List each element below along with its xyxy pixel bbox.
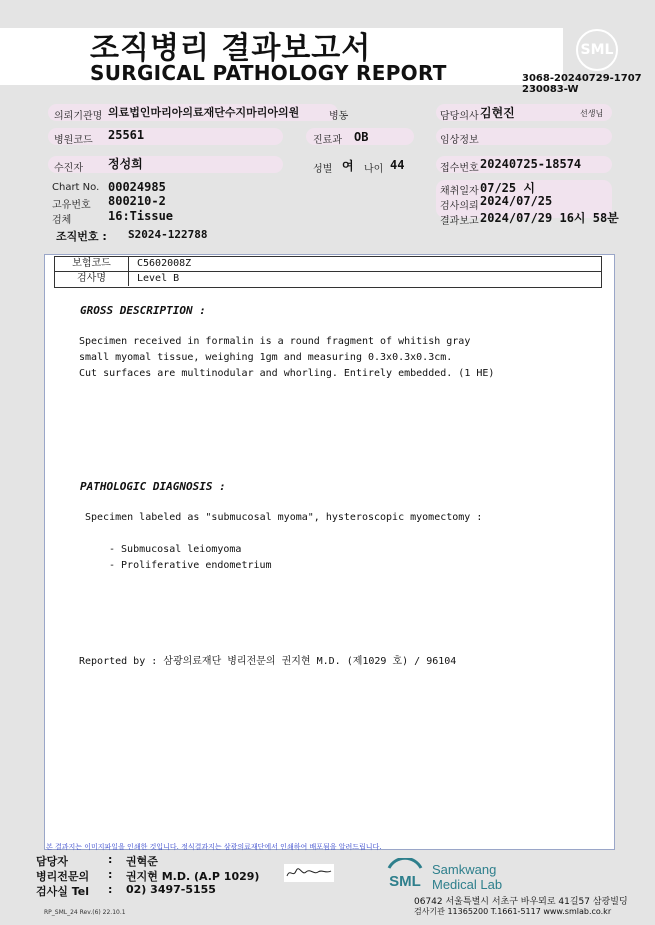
staff-label: 담당자 xyxy=(36,855,68,868)
hospital-code-value: 25561 xyxy=(108,128,145,142)
pathologic-diagnosis-title: PATHOLOGIC DIAGNOSIS : xyxy=(80,480,226,493)
tel-label: 검사실 Tel xyxy=(36,885,89,898)
lab-address: 06742 서울특별시 서초구 바우뫼로 41길57 삼광빌딩 xyxy=(414,897,628,907)
chart-value: 00024985 xyxy=(108,180,166,194)
specimen-value: 16:Tissue xyxy=(108,209,174,223)
report-id-line1: 3068-20240729-1707 xyxy=(522,73,642,84)
institution-label: 의뢰기관명 xyxy=(54,111,103,122)
table-row xyxy=(55,272,601,286)
gross-line-2: small myomal tissue, weighing 1gm and measuring 0.3x0.3x0.3cm. xyxy=(79,352,453,363)
receipt-value: 20240725-18574 xyxy=(480,157,582,171)
test-name-label: 검사명 xyxy=(55,272,129,286)
lab-contact: 검사기관 11365200 T.1661-5117 www.smlab.co.kr xyxy=(414,907,612,916)
table-row xyxy=(55,257,601,272)
title-english: SURGICAL PATHOLOGY REPORT xyxy=(90,61,447,85)
lab-name-1: Samkwang xyxy=(432,862,497,877)
insurance-code-value: C5602008Z xyxy=(137,258,192,269)
pathologist-value: 권지현 M.D. (A.P 1029) xyxy=(126,870,260,883)
test-table xyxy=(54,256,602,288)
gross-line-3: Cut surfaces are multinodular and whorling. Entirely embedded. (1 HE) xyxy=(79,368,495,379)
title-korean: 조직병리 결과보고서 xyxy=(90,31,372,66)
sex-label: 성별 xyxy=(313,164,333,175)
tissue-no-label: 조직번호 : xyxy=(56,230,107,243)
patient-label: 수진자 xyxy=(54,163,83,174)
id-label: 고유번호 xyxy=(52,200,91,211)
samkwang-logo-text: SML xyxy=(389,873,421,890)
clinical-label: 임상정보 xyxy=(440,135,479,146)
receipt-label: 접수번호 xyxy=(440,163,479,174)
tissue-no-value: S2024-122788 xyxy=(128,228,208,241)
doctor-suffix: 선생님 xyxy=(580,109,604,118)
request-value: 2024/07/25 xyxy=(480,194,553,208)
diagnosis-intro: Specimen labeled as "submucosal myoma", hysteroscopic myomectomy : xyxy=(85,512,483,523)
chart-label: Chart No. xyxy=(52,182,100,193)
insurance-code-label: 보험코드 xyxy=(55,257,129,271)
report-id-line2: 230083-W xyxy=(522,84,579,95)
diagnosis-item-1: - Submucosal leiomyoma xyxy=(109,544,242,555)
patient-value: 정성희 xyxy=(108,157,143,171)
pathologist-label: 병리전문의 xyxy=(36,870,90,883)
gross-description-title: GROSS DESCRIPTION : xyxy=(80,304,206,317)
reported-by: Reported by : 삼광의료재단 병리전문의 권지현 M.D. (제1029 호) / 96104 xyxy=(79,656,457,667)
collect-label: 채취일자 xyxy=(440,186,479,197)
dept-label: 진료과 xyxy=(313,135,342,146)
dept-value: OB xyxy=(354,130,369,144)
hospital-code-label: 병원코드 xyxy=(54,135,93,146)
id-value: 800210-2 xyxy=(108,194,166,208)
request-label: 검사의뢰 xyxy=(440,201,479,212)
pill-patient xyxy=(48,156,283,173)
age-value: 44 xyxy=(390,158,405,172)
staff-value: 권혁준 xyxy=(126,855,158,868)
form-code: RP_SML_24 Rev.(6) 22.10.1 xyxy=(44,909,126,916)
collect-value: 07/25 시 xyxy=(480,181,535,195)
samkwang-logo-icon xyxy=(385,858,425,892)
result-label: 결과보고 xyxy=(440,216,479,227)
gross-line-1: Specimen received in formalin is a round fragment of whitish gray xyxy=(79,336,471,347)
tel-value: 02) 3497-5155 xyxy=(126,883,216,896)
ward-label: 병동 xyxy=(329,111,349,122)
diagnosis-item-2: - Proliferative endometrium xyxy=(109,560,272,571)
specimen-label: 검체 xyxy=(52,215,72,226)
footer-notice: 본 결과지는 이미지파일을 인쇄한 것입니다. 정식결과지는 삼광의료재단에서 인쇄하여 배포됨을 알려드립니다. xyxy=(46,843,382,851)
doctor-value: 김현진 xyxy=(480,106,515,120)
lab-name-2: Medical Lab xyxy=(432,877,503,892)
age-label: 나이 xyxy=(364,164,384,175)
test-name-value: Level B xyxy=(137,273,180,284)
colon-1: : xyxy=(108,853,113,866)
colon-3: : xyxy=(108,883,113,896)
doctor-label: 담당의사 xyxy=(440,111,479,122)
institution-value: 의료법인마리아의료재단수지마리아의원 xyxy=(108,106,300,119)
colon-2: : xyxy=(108,868,113,881)
signature-icon xyxy=(284,864,334,882)
sml-logo-icon: SML xyxy=(576,29,618,71)
sex-value: 여 xyxy=(342,159,354,173)
result-value: 2024/07/29 16시 58분 xyxy=(480,211,619,225)
